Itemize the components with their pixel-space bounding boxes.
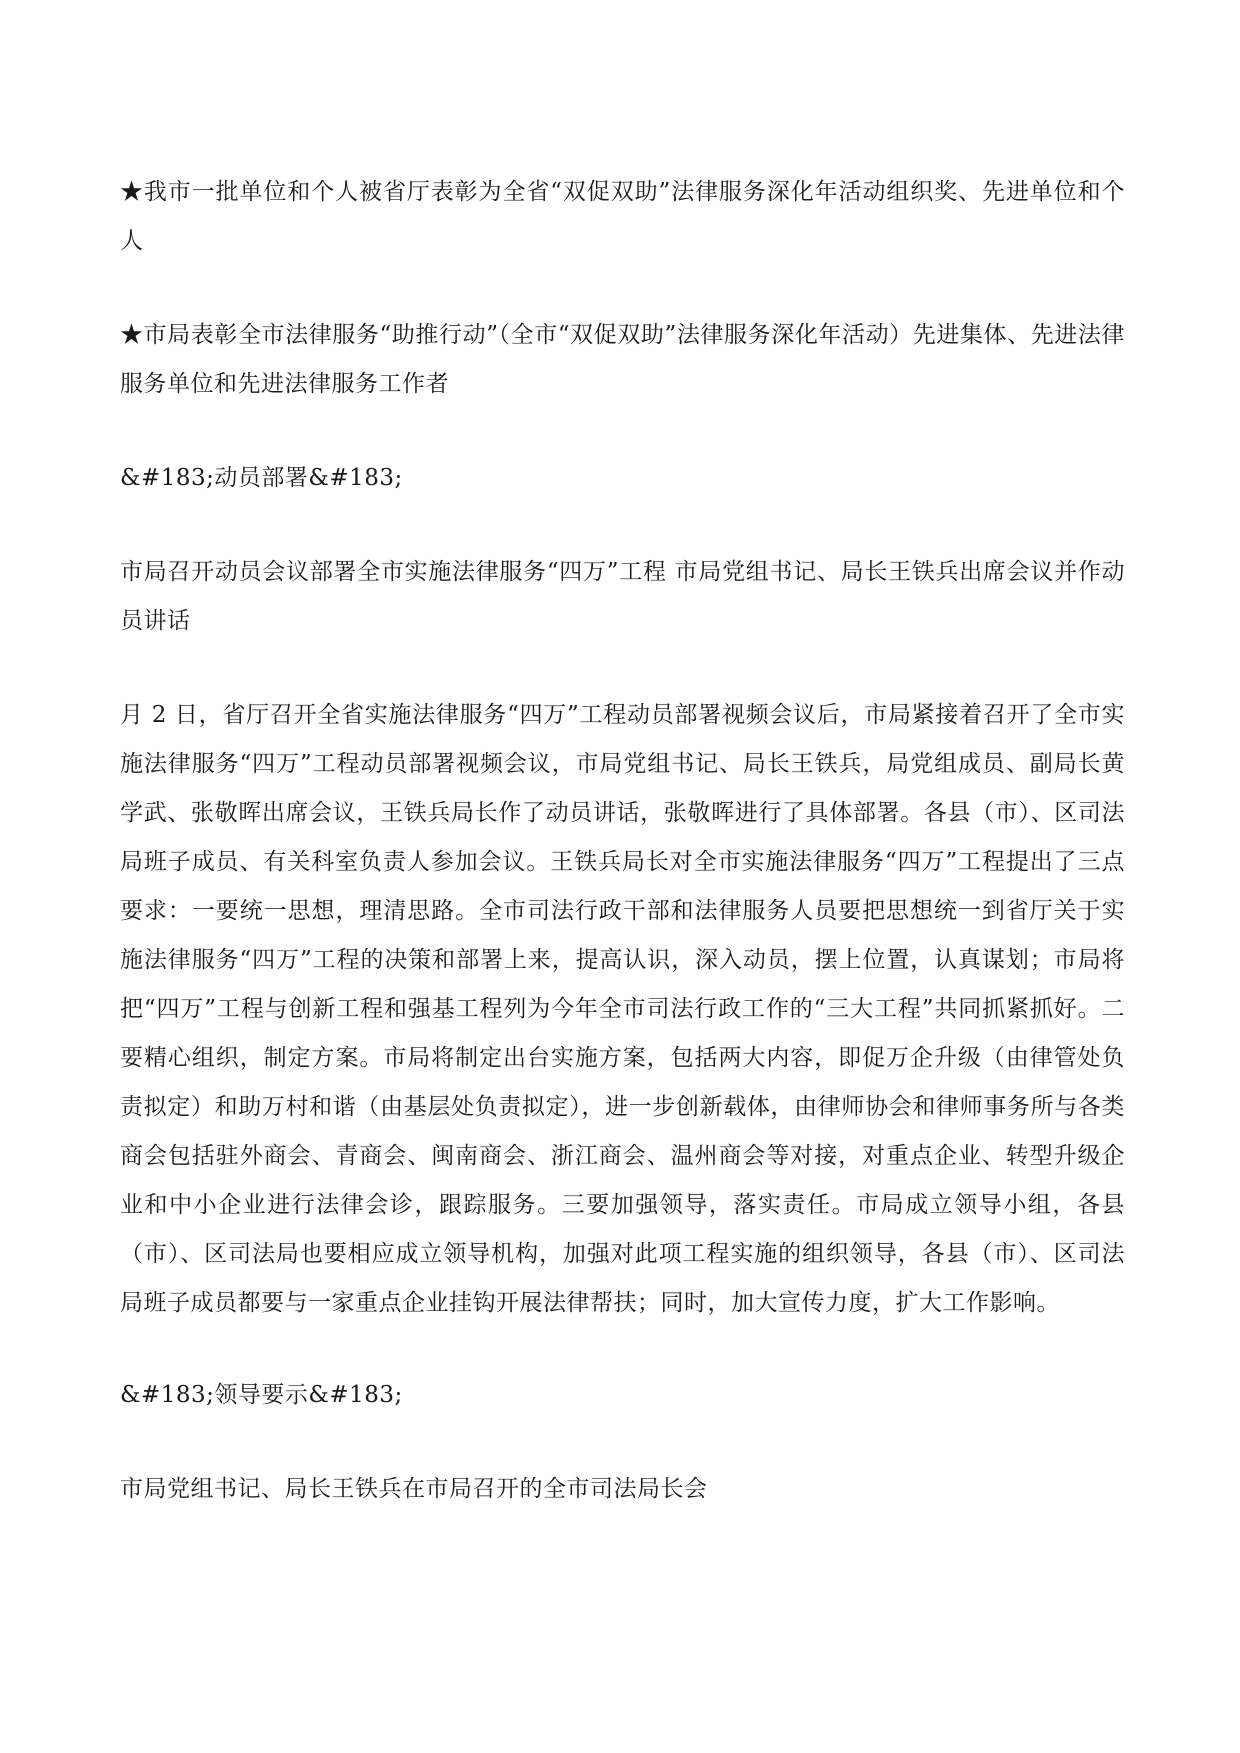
paragraph-award-city: ★市局表彰全市法律服务“助推行动”（全市“双促双助”法律服务深化年活动）先进集体、先进法律服务单位和先进法律服务工作者 xyxy=(120,322,1125,397)
document-body xyxy=(120,168,1125,1559)
paragraph-mobilize-body: 月 2 日，省厅召开全省实施法律服务“四万”工程动员部署视频会议后，市局紧接着召开了全市实施法律服务“四万”工程动员部署视频会议，市局党组书记、局长王铁兵，局党组成员、副局长黄学武、张敬晖出席会议，王铁兵局长作了动员讲话，张敬晖进行了具体部署。各县（市）、区司法局班子成员、有关科室负责人参加会议。王铁兵局长对全市实施法律服务“四万”工程提出了三点要求：一要统一思想，理清思路。全市司法行政干部和法律服务人员要把思想统一到省厅关于实施法律服务“四万”工程的决策和部署上来，提高认识，深入动员，摆上位置，认真谋划；市局将把“四万”工程与创新工程和强基工程列为今年全市司法行政工作的“三大工程”共同抓紧抓好。二要精心组织，制定方案。市局将制定出台实施方案，包括两大内容，即促万企升级（由律管处负责拟定）和助万村和谐（由基层处负责拟定），进一步创新载体，由律师协会和律师事务所与各类商会包括驻外商会、青商会、闽南商会、浙江商会、温州商会等对接，对重点企业、转型升级企业和中小企业进行法律会诊，跟踪服务。三要加强领导，落实责任。市局成立领导小组，各县（市）、区司法局也要相应成立领导机构，加强对此项工程实施的组织领导，各县（市）、区司法局班子成员都要与一家重点企业挂钩开展法律帮扶；同时，加大宣传力度，扩大工作影响。 xyxy=(120,702,1125,1316)
paragraph-award-province: ★我市一批单位和个人被省厅表彰为全省“双促双助”法律服务深化年活动组织奖、先进单位和个人 xyxy=(120,179,1125,254)
paragraph-mobilize-headline: 市局召开动员会议部署全市实施法律服务“四万”工程 市局党组书记、局长王铁兵出席会议并作动员讲话 xyxy=(120,559,1125,634)
section-heading-leaders: &#183;领导要示&#183; xyxy=(120,1382,403,1408)
section-heading-mobilize: &#183;动员部署&#183; xyxy=(120,465,403,491)
paragraph-leaders-headline: 市局党组书记、局长王铁兵在市局召开的全市司法局长会 xyxy=(120,1476,708,1502)
